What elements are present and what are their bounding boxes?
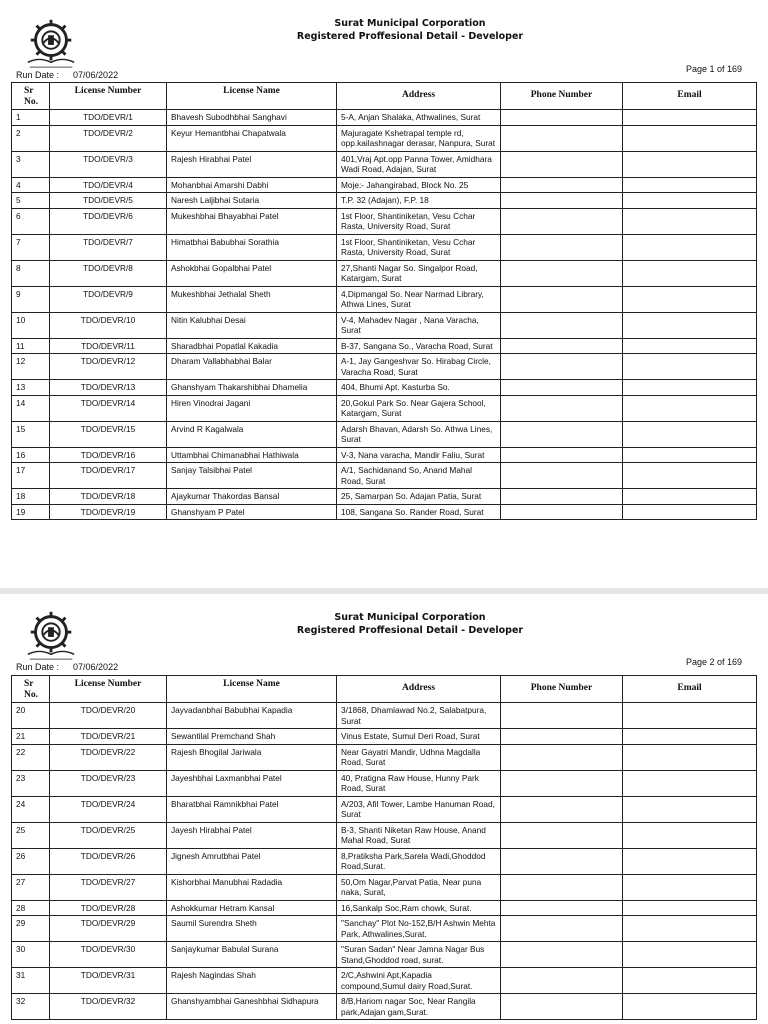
- address-cell: B-3, Shanti Niketan Raw House, Anand Mahal Road, Surat: [337, 822, 501, 848]
- email-cell: [623, 260, 757, 286]
- address-cell: A-1, Jay Gangeshvar So. Hirabag Circle, Varacha Road, Surat: [337, 354, 501, 380]
- table-row: [12, 177, 757, 193]
- license-name-cell: Sharadbhai Popatlal Kakadia: [167, 338, 337, 354]
- table-header-row: [12, 676, 757, 703]
- phone-number-cell: [501, 286, 623, 312]
- license-number-cell: TDO/DEVR/11: [50, 338, 167, 354]
- report-title-block: [0, 17, 768, 43]
- license-number-cell: TDO/DEVR/23: [50, 770, 167, 796]
- email-cell: [623, 874, 757, 900]
- column-header-email: Email: [623, 676, 757, 703]
- phone-number-cell: [501, 874, 623, 900]
- email-cell: [623, 177, 757, 193]
- email-cell: [623, 395, 757, 421]
- table-row: [12, 770, 757, 796]
- table-row: [12, 447, 757, 463]
- license-number-cell: TDO/DEVR/16: [50, 447, 167, 463]
- email-cell: [623, 286, 757, 312]
- table-row: [12, 848, 757, 874]
- table-row: [12, 421, 757, 447]
- phone-number-cell: [501, 848, 623, 874]
- license-name-cell: Ashokkumar Hetram Kansal: [167, 900, 337, 916]
- license-name-cell: Hiren Vinodrai Jagani: [167, 395, 337, 421]
- email-cell: [623, 916, 757, 942]
- phone-number-cell: [501, 234, 623, 260]
- table-row: [12, 994, 757, 1020]
- license-number-cell: TDO/DEVR/13: [50, 380, 167, 396]
- address-cell: 1st Floor, Shantiniketan, Vesu Cchar Rasta, University Road, Surat: [337, 234, 501, 260]
- address-cell: B-37, Sangana So., Varacha Road, Surat: [337, 338, 501, 354]
- phone-number-cell: [501, 447, 623, 463]
- phone-number-cell: [501, 260, 623, 286]
- address-cell: 8/B,Hariom nagar Soc, Near Rangila park,Adajan gam,Surat.: [337, 994, 501, 1020]
- license-name-cell: Jayvadanbhai Babubhai Kapadia: [167, 703, 337, 729]
- address-cell: "Sanchay" Plot No-152,B/H Ashwin Mehta Park, Athwalines,Surat.: [337, 916, 501, 942]
- developer-register-table: [11, 675, 757, 1020]
- address-cell: A/203, Afil Tower, Lambe Hanuman Road, Surat: [337, 796, 501, 822]
- table-row: [12, 504, 757, 520]
- sr-no-cell: 4: [12, 177, 50, 193]
- address-cell: 1st Floor, Shantiniketan, Vesu Cchar Rasta, University Road, Surat: [337, 208, 501, 234]
- phone-number-cell: [501, 968, 623, 994]
- address-cell: 25, Samarpan So. Adajan Patia, Surat: [337, 489, 501, 505]
- address-cell: 404, Bhumi Apt. Kasturba So.: [337, 380, 501, 396]
- license-number-cell: TDO/DEVR/8: [50, 260, 167, 286]
- license-name-cell: Jayeshbhai Laxmanbhai Patel: [167, 770, 337, 796]
- license-number-cell: TDO/DEVR/29: [50, 916, 167, 942]
- column-header-license-name: License Name: [167, 83, 337, 110]
- email-cell: [623, 822, 757, 848]
- table-row: [12, 234, 757, 260]
- organization-name: Surat Municipal Corporation: [334, 612, 486, 623]
- phone-number-cell: [501, 463, 623, 489]
- license-name-cell: Bhavesh Subodhbhai Sanghavi: [167, 110, 337, 126]
- email-cell: [623, 968, 757, 994]
- phone-number-cell: [501, 822, 623, 848]
- address-cell: Vinus Estate, Sumul Deri Road, Surat: [337, 729, 501, 745]
- phone-number-cell: [501, 703, 623, 729]
- table-row: [12, 796, 757, 822]
- run-date: [16, 70, 118, 80]
- table-row: [12, 968, 757, 994]
- phone-number-cell: [501, 125, 623, 151]
- address-cell: A/1, Sachidanand So, Anand Mahal Road, Surat: [337, 463, 501, 489]
- phone-number-cell: [501, 900, 623, 916]
- license-name-cell: Ghanshyam Thakarshibhai Dhamelia: [167, 380, 337, 396]
- table-row: [12, 822, 757, 848]
- license-name-cell: Himatbhai Babubhai Sorathia: [167, 234, 337, 260]
- table-row: [12, 338, 757, 354]
- email-cell: [623, 848, 757, 874]
- table-row: [12, 110, 757, 126]
- email-cell: [623, 447, 757, 463]
- address-cell: 3/1868, Dhamlawad No.2, Salabatpura, Surat: [337, 703, 501, 729]
- phone-number-cell: [501, 354, 623, 380]
- table-row: [12, 208, 757, 234]
- phone-number-cell: [501, 208, 623, 234]
- email-cell: [623, 110, 757, 126]
- license-number-cell: TDO/DEVR/18: [50, 489, 167, 505]
- phone-number-cell: [501, 942, 623, 968]
- address-cell: 8,Pratiksha Park,Sarela Wadi,Ghoddod Road,Surat.: [337, 848, 501, 874]
- address-cell: 4,Dipmangal So. Near Narmad Library, Athwa Lines, Surat: [337, 286, 501, 312]
- license-name-cell: Ajaykumar Thakordas Bansal: [167, 489, 337, 505]
- phone-number-cell: [501, 994, 623, 1020]
- license-number-cell: TDO/DEVR/25: [50, 822, 167, 848]
- sr-no-cell: 18: [12, 489, 50, 505]
- organization-name: Surat Municipal Corporation: [334, 18, 486, 29]
- email-cell: [623, 208, 757, 234]
- column-header-license-number: License Number: [50, 676, 167, 703]
- phone-number-cell: [501, 504, 623, 520]
- email-cell: [623, 151, 757, 177]
- email-cell: [623, 234, 757, 260]
- page-number: Page 1 of 169: [685, 64, 742, 74]
- sr-no-cell: 20: [12, 703, 50, 729]
- sr-no-cell: 32: [12, 994, 50, 1020]
- license-name-cell: Mohanbhai Amarshi Dabhi: [167, 177, 337, 193]
- license-name-cell: Kishorbhai Manubhai Radadia: [167, 874, 337, 900]
- column-header-address: Address: [337, 83, 501, 110]
- license-number-cell: TDO/DEVR/1: [50, 110, 167, 126]
- license-name-cell: Sanjay Talsibhai Patel: [167, 463, 337, 489]
- sr-no-cell: 7: [12, 234, 50, 260]
- email-cell: [623, 380, 757, 396]
- table-row: [12, 874, 757, 900]
- license-number-cell: TDO/DEVR/30: [50, 942, 167, 968]
- sr-no-cell: 25: [12, 822, 50, 848]
- license-number-cell: TDO/DEVR/4: [50, 177, 167, 193]
- license-number-cell: TDO/DEVR/28: [50, 900, 167, 916]
- license-number-cell: TDO/DEVR/12: [50, 354, 167, 380]
- phone-number-cell: [501, 916, 623, 942]
- sr-no-cell: 17: [12, 463, 50, 489]
- run-date-value: 07/06/2022: [73, 70, 119, 80]
- license-number-cell: TDO/DEVR/27: [50, 874, 167, 900]
- license-number-cell: TDO/DEVR/3: [50, 151, 167, 177]
- phone-number-cell: [501, 729, 623, 745]
- license-name-cell: Jignesh Amrutbhai Patel: [167, 848, 337, 874]
- license-name-cell: Uttambhai Chimanabhai Hathiwala: [167, 447, 337, 463]
- column-header-license-name: License Name: [167, 676, 337, 703]
- sr-no-cell: 6: [12, 208, 50, 234]
- developer-register-table: [11, 82, 757, 520]
- email-cell: [623, 504, 757, 520]
- license-name-cell: Naresh Laljibhai Sutaria: [167, 193, 337, 209]
- phone-number-cell: [501, 770, 623, 796]
- run-date-label: Run Date :: [16, 70, 60, 80]
- phone-number-cell: [501, 110, 623, 126]
- sr-no-cell: 5: [12, 193, 50, 209]
- phone-number-cell: [501, 380, 623, 396]
- column-header-sr-no: Sr No.: [12, 83, 50, 110]
- license-number-cell: TDO/DEVR/20: [50, 703, 167, 729]
- license-name-cell: Rajesh Bhogilal Jariwala: [167, 744, 337, 770]
- table-row: [12, 193, 757, 209]
- table-row: [12, 312, 757, 338]
- license-number-cell: TDO/DEVR/7: [50, 234, 167, 260]
- license-name-cell: Saumil Surendra Sheth: [167, 916, 337, 942]
- address-cell: 401,Vraj Apt.opp Panna Tower, Amidhara Wadi Road, Adajan, Surat: [337, 151, 501, 177]
- email-cell: [623, 729, 757, 745]
- email-cell: [623, 703, 757, 729]
- address-cell: 50,Om Nagar,Parvat Patia, Near puna naka, Surat,: [337, 874, 501, 900]
- license-name-cell: Ghanshyam P Patel: [167, 504, 337, 520]
- sr-no-cell: 3: [12, 151, 50, 177]
- license-name-cell: Mukeshbhai Bhayabhai Patel: [167, 208, 337, 234]
- run-date-value: 07/06/2022: [73, 662, 119, 672]
- table-row: [12, 286, 757, 312]
- email-cell: [623, 900, 757, 916]
- phone-number-cell: [501, 744, 623, 770]
- table-row: [12, 354, 757, 380]
- email-cell: [623, 463, 757, 489]
- phone-number-cell: [501, 177, 623, 193]
- license-number-cell: TDO/DEVR/26: [50, 848, 167, 874]
- address-cell: V-4, Mahadev Nagar , Nana Varacha, Surat: [337, 312, 501, 338]
- license-number-cell: TDO/DEVR/19: [50, 504, 167, 520]
- address-cell: Majuragate Kshetrapal temple rd, opp.kailashnagar derasar, Nanpura, Surat: [337, 125, 501, 151]
- address-cell: Adarsh Bhavan, Adarsh So. Athwa Lines, Surat: [337, 421, 501, 447]
- sr-no-cell: 12: [12, 354, 50, 380]
- sr-no-cell: 9: [12, 286, 50, 312]
- license-number-cell: TDO/DEVR/10: [50, 312, 167, 338]
- license-name-cell: Bharatbhai Ramnikbhai Patel: [167, 796, 337, 822]
- address-cell: Near Gayatri Mandir, Udhna Magdalla Road, Surat: [337, 744, 501, 770]
- sr-no-cell: 21: [12, 729, 50, 745]
- license-name-cell: Dharam Vallabhabhai Balar: [167, 354, 337, 380]
- table-row: [12, 395, 757, 421]
- license-name-cell: Sanjaykumar Babulal Surana: [167, 942, 337, 968]
- license-number-cell: TDO/DEVR/22: [50, 744, 167, 770]
- license-number-cell: TDO/DEVR/9: [50, 286, 167, 312]
- sr-no-cell: 10: [12, 312, 50, 338]
- address-cell: Moje:- Jahangirabad, Block No. 25: [337, 177, 501, 193]
- email-cell: [623, 193, 757, 209]
- license-number-cell: TDO/DEVR/21: [50, 729, 167, 745]
- report-title-block: [0, 611, 768, 637]
- sr-no-cell: 24: [12, 796, 50, 822]
- address-cell: 16,Sankalp Soc,Ram chowk, Surat.: [337, 900, 501, 916]
- license-name-cell: Mukeshbhai Jethalal Sheth: [167, 286, 337, 312]
- email-cell: [623, 354, 757, 380]
- sr-no-cell: 19: [12, 504, 50, 520]
- address-cell: V-3, Nana varacha, Mandir Faliu, Surat: [337, 447, 501, 463]
- phone-number-cell: [501, 421, 623, 447]
- run-date: [16, 662, 118, 672]
- sr-no-cell: 2: [12, 125, 50, 151]
- table-row: [12, 380, 757, 396]
- table-row: [12, 489, 757, 505]
- address-cell: 5-A, Anjan Shalaka, Athwalines, Surat: [337, 110, 501, 126]
- sr-no-cell: 16: [12, 447, 50, 463]
- email-cell: [623, 338, 757, 354]
- column-header-phone-number: Phone Number: [501, 83, 623, 110]
- license-number-cell: TDO/DEVR/5: [50, 193, 167, 209]
- sr-no-cell: 28: [12, 900, 50, 916]
- license-name-cell: Rajesh Nagindas Shah: [167, 968, 337, 994]
- license-number-cell: TDO/DEVR/24: [50, 796, 167, 822]
- license-name-cell: Arvind R Kagalwala: [167, 421, 337, 447]
- table-row: [12, 703, 757, 729]
- sr-no-cell: 29: [12, 916, 50, 942]
- column-header-license-number: License Number: [50, 83, 167, 110]
- sr-no-cell: 1: [12, 110, 50, 126]
- license-name-cell: Ghanshyambhai Ganeshbhai Sidhapura: [167, 994, 337, 1020]
- email-cell: [623, 942, 757, 968]
- column-header-phone-number: Phone Number: [501, 676, 623, 703]
- email-cell: [623, 312, 757, 338]
- license-number-cell: TDO/DEVR/14: [50, 395, 167, 421]
- license-name-cell: Nitin Kalubhai Desai: [167, 312, 337, 338]
- table-row: [12, 942, 757, 968]
- email-cell: [623, 770, 757, 796]
- license-number-cell: TDO/DEVR/32: [50, 994, 167, 1020]
- phone-number-cell: [501, 151, 623, 177]
- license-number-cell: TDO/DEVR/31: [50, 968, 167, 994]
- sr-no-cell: 27: [12, 874, 50, 900]
- license-number-cell: TDO/DEVR/6: [50, 208, 167, 234]
- table-row: [12, 729, 757, 745]
- email-cell: [623, 744, 757, 770]
- sr-no-cell: 14: [12, 395, 50, 421]
- phone-number-cell: [501, 796, 623, 822]
- address-cell: "Suran Sadan" Near Jamna Nagar Bus Stand,Ghoddod road, surat.: [337, 942, 501, 968]
- license-name-cell: Ashokbhai Gopalbhai Patel: [167, 260, 337, 286]
- report-title: Registered Proffesional Detail - Developer: [296, 31, 524, 42]
- sr-no-cell: 31: [12, 968, 50, 994]
- table-row: [12, 900, 757, 916]
- email-cell: [623, 489, 757, 505]
- sr-no-cell: 23: [12, 770, 50, 796]
- address-cell: 20,Gokul Park So. Near Gajera School, Katargam, Surat: [337, 395, 501, 421]
- run-date-label: Run Date :: [16, 662, 60, 672]
- phone-number-cell: [501, 312, 623, 338]
- license-number-cell: TDO/DEVR/17: [50, 463, 167, 489]
- phone-number-cell: [501, 489, 623, 505]
- column-header-sr-no: Sr No.: [12, 676, 50, 703]
- address-cell: 40, Pratigna Raw House, Hunny Park Road, Surat: [337, 770, 501, 796]
- sr-no-cell: 13: [12, 380, 50, 396]
- phone-number-cell: [501, 193, 623, 209]
- table-row: [12, 463, 757, 489]
- sr-no-cell: 22: [12, 744, 50, 770]
- license-name-cell: Jayesh Hirabhai Patel: [167, 822, 337, 848]
- license-number-cell: TDO/DEVR/15: [50, 421, 167, 447]
- address-cell: T.P. 32 (Adajan), F.P. 18: [337, 193, 501, 209]
- sr-no-cell: 8: [12, 260, 50, 286]
- email-cell: [623, 125, 757, 151]
- sr-no-cell: 11: [12, 338, 50, 354]
- license-name-cell: Keyur Hemantbhai Chapatwala: [167, 125, 337, 151]
- address-cell: 108, Sangana So. Rander Road, Surat: [337, 504, 501, 520]
- page-number: Page 2 of 169: [685, 657, 742, 667]
- report-title: Registered Proffesional Detail - Developer: [296, 625, 524, 636]
- table-row: [12, 260, 757, 286]
- email-cell: [623, 994, 757, 1020]
- sr-no-cell: 26: [12, 848, 50, 874]
- email-cell: [623, 421, 757, 447]
- report-page-2: [0, 594, 768, 1024]
- license-number-cell: TDO/DEVR/2: [50, 125, 167, 151]
- phone-number-cell: [501, 395, 623, 421]
- address-cell: 2/C,Ashwini Apt,Kapadia compound,Sumul dairy Road,Surat.: [337, 968, 501, 994]
- license-name-cell: Rajesh Hirabhai Patel: [167, 151, 337, 177]
- address-cell: 27,Shanti Nagar So. Singalpor Road, Katargam, Surat: [337, 260, 501, 286]
- table-row: [12, 916, 757, 942]
- column-header-email: Email: [623, 83, 757, 110]
- table-row: [12, 744, 757, 770]
- email-cell: [623, 796, 757, 822]
- table-row: [12, 151, 757, 177]
- column-header-address: Address: [337, 676, 501, 703]
- phone-number-cell: [501, 338, 623, 354]
- license-name-cell: Sewantilal Premchand Shah: [167, 729, 337, 745]
- table-row: [12, 125, 757, 151]
- table-header-row: [12, 83, 757, 110]
- sr-no-cell: 30: [12, 942, 50, 968]
- sr-no-cell: 15: [12, 421, 50, 447]
